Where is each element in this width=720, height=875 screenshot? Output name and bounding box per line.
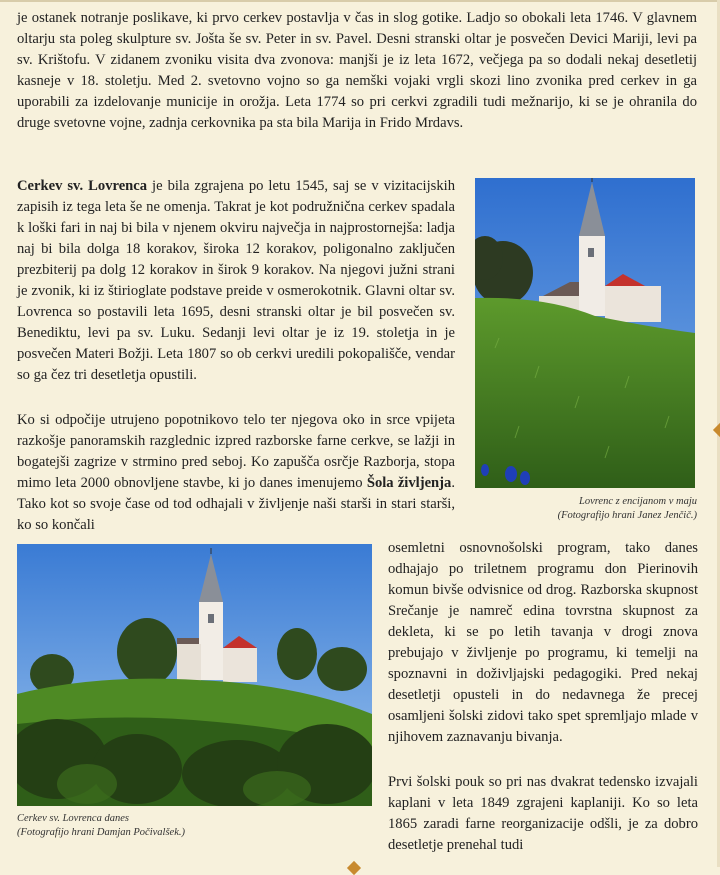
paragraph-body-start: Ko si odpočije utrujeno popotnikovo telo ter njegova oko in srce vpijeta razkošje panoramskih razglednic izpred razborske farne cerkve, se lažji in bogatejši zagrize v strmino pred seboj. Ko zapušča osrčje Razborja, stopa mimo leta 2000 obnovljene stavbe, ki jo danes imenujemo: [17, 412, 455, 491]
paragraph-body: je bila zgrajena po letu 1545, saj se v vizitacijskih zapisih iz tega leta še ne omenja. Takrat je kot podružnična cerkev spadala k loški fari in naj bi bila v njenem okviru največja in najprostornejša: ladja naj bi bila dolga 18 korakov, široka 12 korakov, poligonalno zaključen prezbiterij pa dolg 12 korakov in širok 9 korakov. Na njegovi južni strani je zvonik, ki iz štirioglate podstave preide v osmerokotnik. Glavni oltar sv. Lovrenca so postavili leta 1695, desni stranski oltar je bil posvečen sv. Benediktu, levi pa sv. Luku. Sedanji levi oltar je iz 19. stoletja in je posvečen Materi Božji. Leta 1807 so ob cerkvi uredili pokopališče, vendar so ga čez tri desetletja opustili.: [17, 178, 455, 383]
photo-caption-church-today: [17, 812, 377, 840]
photo-church-today-image: [17, 544, 372, 806]
paragraph-text: [17, 176, 455, 386]
paragraph-school-of-life: [17, 410, 455, 536]
paragraph-body-end: . Tako kot so svoje čase od tod odhajali v življenje naši starši in stari starši, ko so končali: [17, 475, 455, 533]
caption-title: Cerkev sv. Lovrenca danes: [17, 813, 129, 824]
photo-church-with-gentians-image: [475, 178, 695, 488]
paragraph-bold-term: Šola življenja: [366, 475, 452, 491]
paragraph-community-program: [388, 538, 698, 748]
paragraph-text: [17, 410, 455, 536]
paragraph-first-school-lessons: [388, 772, 698, 856]
caption-title: Lovrenc z encijanom v maju: [578, 496, 697, 507]
paragraph-lovrenc-church: [17, 176, 455, 386]
paragraph-text: je ostanek notranje poslikave, ki prvo cerkev postavlja v čas in slog gotike. Ladjo so obokali leta 1746. V glavnem oltarju sta poleg skulpture sv. Jošta še sv. Peter in sv. Pavel. Desni stranski oltar je posvečen Devici Mariji, levi pa sv. Krištofu. V zidanem zvoniku visita dva zvonova: manjši je iz leta 1672, večjega pa so dodali nekaj desetletij kasneje v 18. stoletju. Med 2. svetovno vojno so ga nemški vojaki vrgli skozi lino zvonika pred cerkev in ga uporabili za izdelovanje municije in orožja. Leta 1774 so pri cerkvi zgradili tudi mežnarijo, ki se je ohranila do druge svetovne vojne, zadnja cerkovnika pa sta bila Marija in Frido Mrdavs.: [17, 10, 697, 131]
paragraph-text: osemletni osnovnošolski program, tako danes odhajajo po triletnem programu don Pierinovih komun bivše odvisnice od drog. Razborska skupnost Srečanje je namreč edina tovrstna skupnost za dekleta, ki se po letih tavanja v drogi znova prebujajo v življenje po programu, ki temelji na spoznavni in doživljajski pedagogiki. Pred nekaj desetletji opusteli in do nedavnega že precej osamljeni šolski zidovi tako spet spremljajo mlade v njihovem zaznavanju bivanja.: [388, 540, 698, 745]
photo-church-with-gentians: [475, 178, 695, 488]
paragraph-text: Prvi šolski pouk so pri nas dvakrat tedensko izvajali kaplani v leta 1849 zgrajeni kaplaniji. Ko so leta 1865 zaradi farne reorganizacije odšli, je za dobro desetletje prenehal tudi: [388, 774, 698, 853]
paragraph-church-history: [17, 8, 697, 134]
photo-church-today: [17, 544, 372, 806]
paragraph-heading-bold: Cerkev sv. Lovrenca: [17, 178, 148, 194]
page-marker-diamond-bottom: [347, 861, 361, 875]
page-top-edge: [0, 0, 720, 2]
caption-credit: (Fotografijo hrani Janez Jenčič.): [557, 510, 697, 521]
photo-caption-gentians: [475, 495, 697, 523]
caption-credit: (Fotografijo hrani Damjan Počivalšek.): [17, 827, 185, 838]
